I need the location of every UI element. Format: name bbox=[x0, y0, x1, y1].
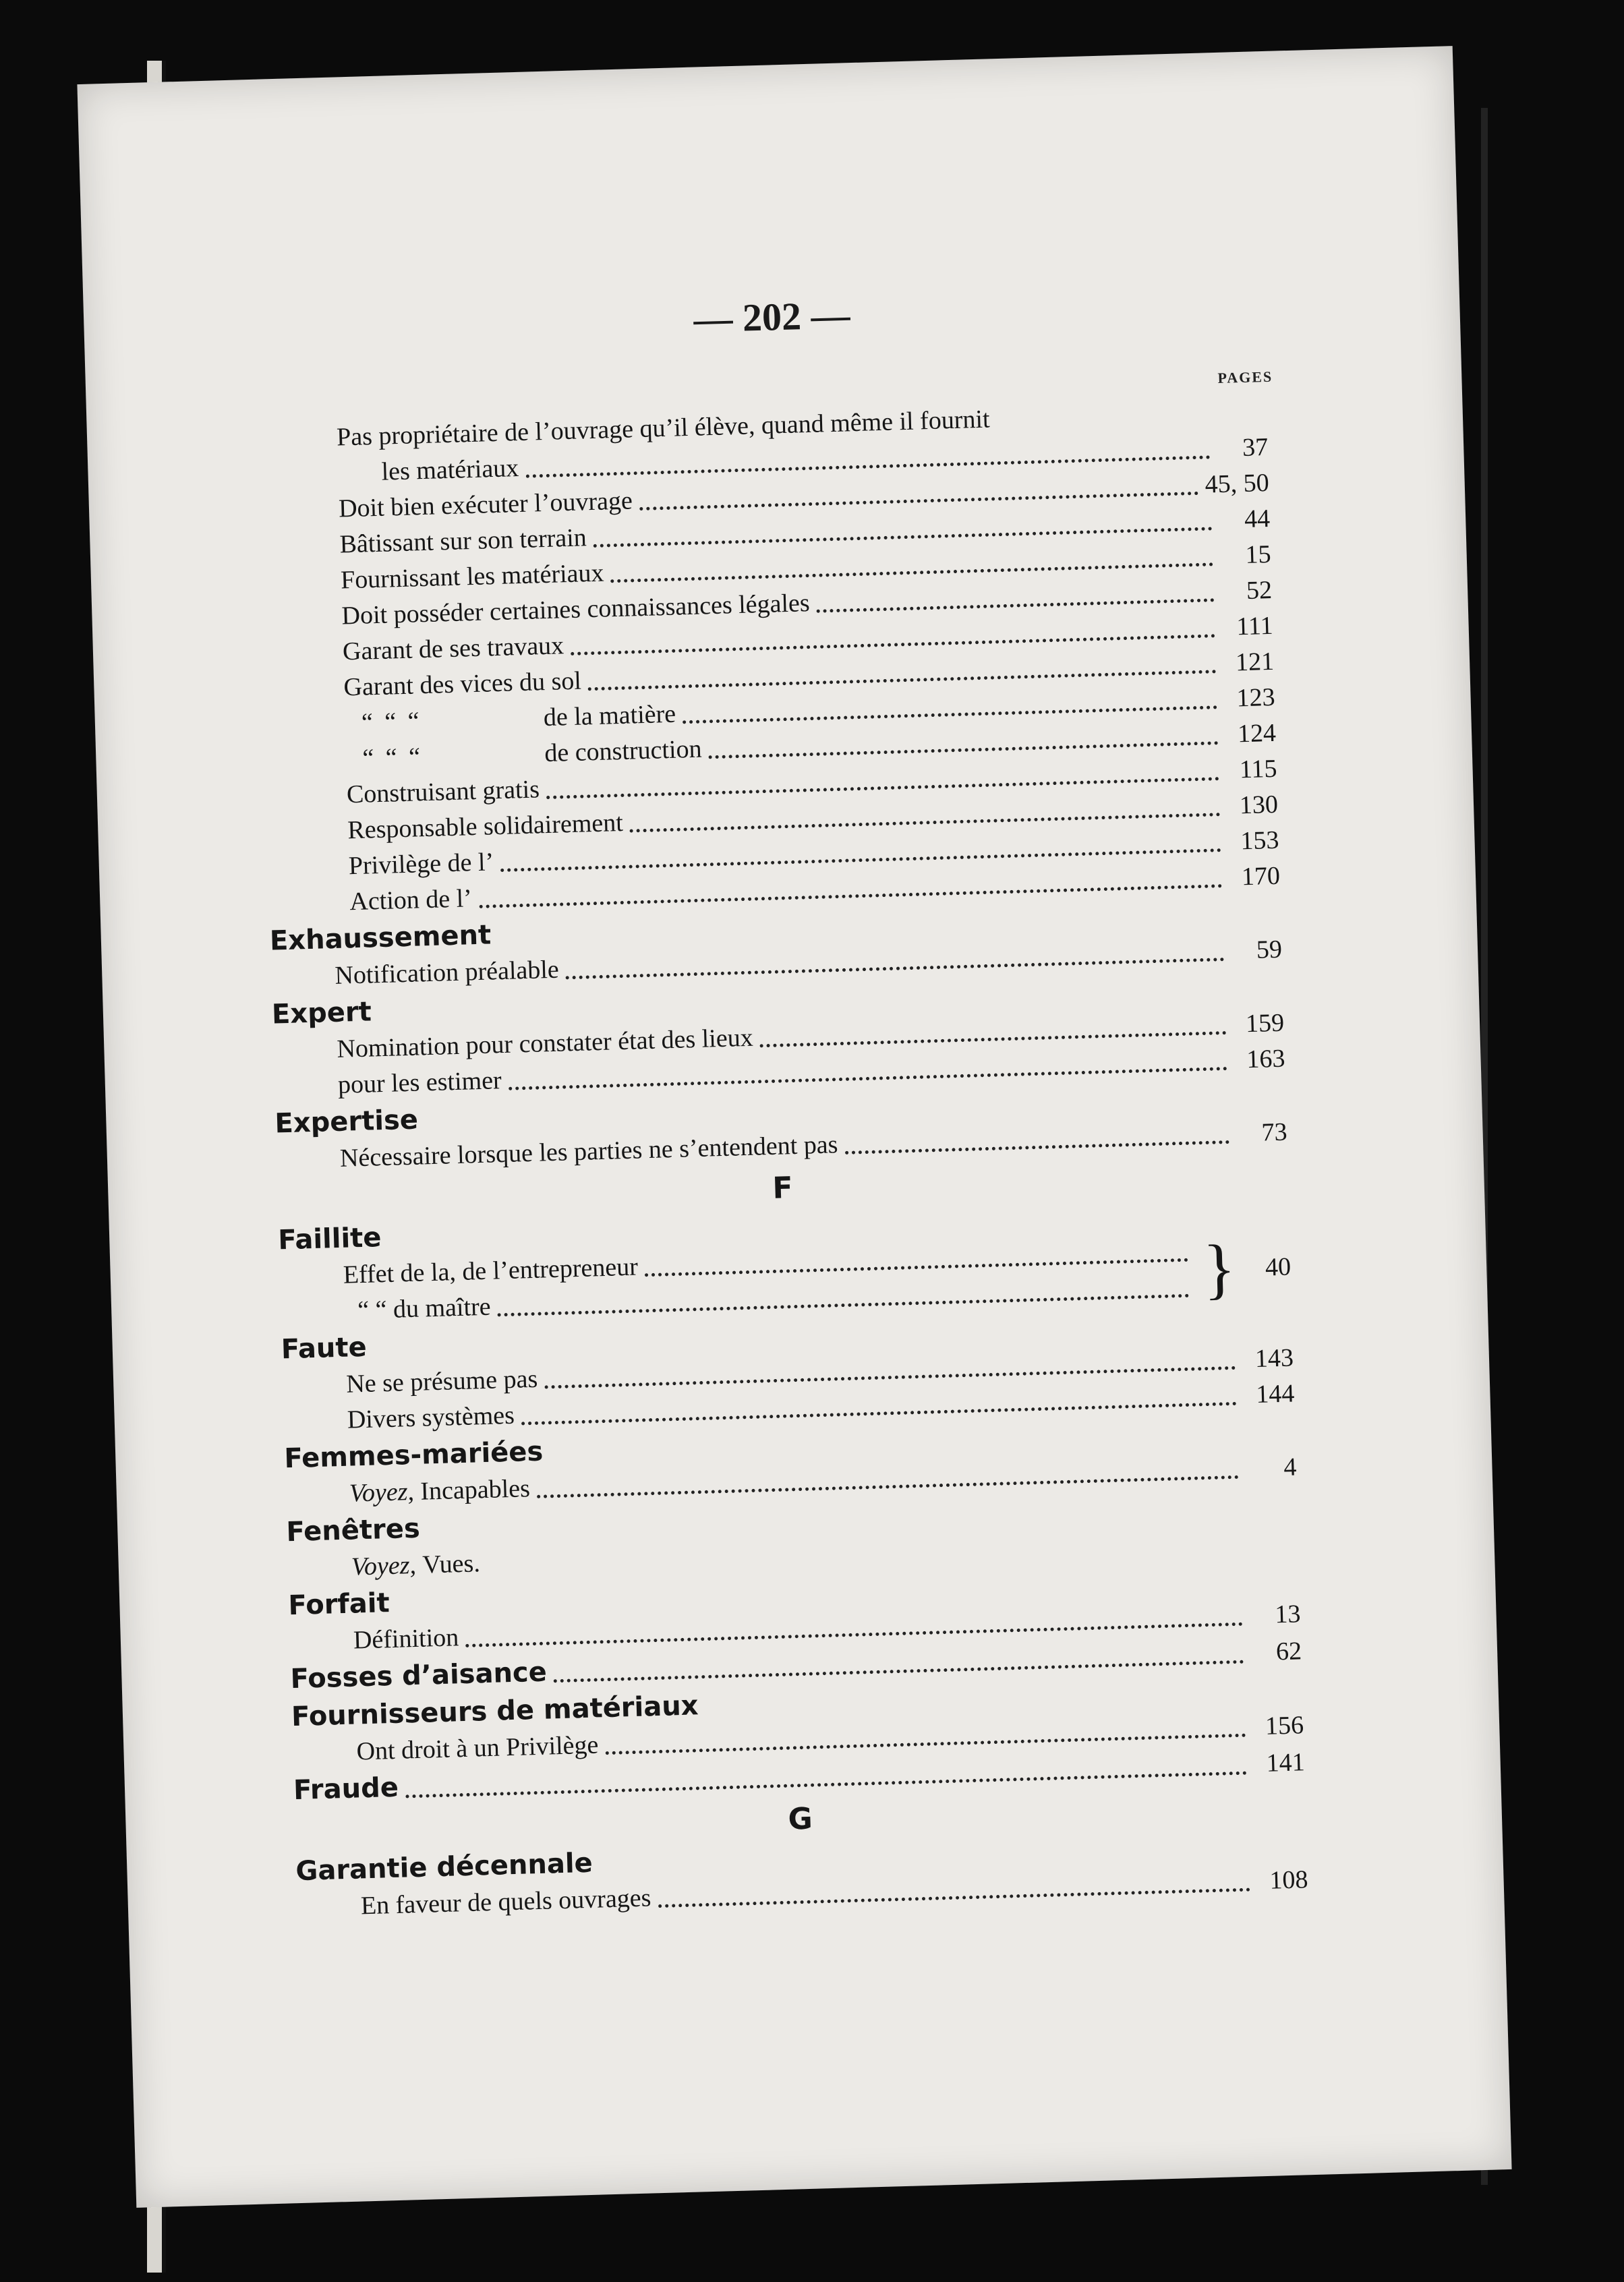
index-list bbox=[256, 394, 1309, 1926]
index-heading-entry: Fraude 141 bbox=[293, 1748, 1306, 1807]
index-heading: Expert bbox=[271, 996, 372, 1030]
index-entry: Privilège de l’ 153 bbox=[348, 825, 1279, 881]
ditto-marks: “ “ “ bbox=[361, 742, 424, 773]
index-heading: Exhaussement bbox=[269, 919, 492, 957]
index-entry: Ont droit à un Privilège 156 bbox=[356, 1711, 1304, 1766]
index-heading: Fenêtres bbox=[285, 1513, 421, 1548]
brace-icon: } bbox=[1202, 1230, 1237, 1307]
index-entry: Fournissant les matériaux 15 bbox=[340, 539, 1272, 595]
index-entry: pour les estimer 163 bbox=[337, 1044, 1286, 1099]
index-entry: Divers systèmes 144 bbox=[347, 1379, 1295, 1434]
index-entry: Garant des vices du sol 121 bbox=[343, 647, 1275, 702]
section-letter: F bbox=[772, 1171, 794, 1206]
pages-column-label: PAGES bbox=[1217, 368, 1273, 387]
index-heading: Fournisseurs de matériaux bbox=[291, 1690, 699, 1733]
index-entry: Garant de ses travaux 111 bbox=[342, 611, 1274, 666]
index-entry: Voyez, Incapables 4 bbox=[349, 1453, 1297, 1508]
section-letter: G bbox=[787, 1801, 813, 1837]
index-entry: Construisant gratis 115 bbox=[346, 754, 1278, 809]
index-entry: Ne se présume pas 143 bbox=[345, 1343, 1294, 1399]
index-entry: Pas propriétaire de l’ouvrage qu’il élève, quand même il fournit bbox=[336, 405, 991, 452]
index-entry: Nécessaire lorsque les parties ne s’entendent pas 73 bbox=[339, 1117, 1288, 1173]
index-heading: Expertise bbox=[274, 1104, 419, 1140]
index-entry: Doit posséder certaines connaissances légales 52 bbox=[341, 575, 1273, 631]
index-entry: Doit bien exécuter l’ouvrage 45, 50 bbox=[338, 468, 1270, 523]
index-entry: les matériaux 37 bbox=[381, 433, 1269, 486]
ditto-marks: “ “ “ bbox=[361, 707, 423, 737]
index-entry: Définition 13 bbox=[353, 1600, 1302, 1655]
page-number: — 202 — bbox=[693, 293, 851, 341]
index-entry: “ “ “ de la matière 123 bbox=[263, 680, 1275, 744]
index-entry: Notification préalable 59 bbox=[334, 935, 1283, 990]
index-entry: Voyez, Vues. bbox=[351, 1549, 481, 1581]
index-heading-entry: Fosses d’aisance 62 bbox=[289, 1637, 1302, 1695]
index-entry: Responsable solidairement 130 bbox=[347, 790, 1279, 845]
index-heading: Femmes-mariées bbox=[283, 1436, 544, 1475]
index-entry: Bâtissant sur son terrain 44 bbox=[339, 504, 1271, 559]
index-heading: Forfait bbox=[287, 1587, 390, 1622]
index-heading: Faillite bbox=[277, 1222, 382, 1256]
index-entry: Action de l’ 170 bbox=[349, 861, 1281, 916]
index-entry: “ “ “ de construction 124 bbox=[264, 715, 1277, 780]
index-entry: En faveur de quels ouvrages 108 bbox=[360, 1865, 1309, 1921]
index-page bbox=[77, 46, 1511, 2208]
index-heading: Garantie décennale bbox=[295, 1847, 593, 1888]
index-entry-braced: Effet de la, de l’entrepreneur “ “ du maître } 40 bbox=[343, 1230, 1292, 1325]
index-heading: Faute bbox=[281, 1331, 368, 1366]
index-entry: Nomination pour constater état des lieux 159 bbox=[336, 1008, 1285, 1063]
